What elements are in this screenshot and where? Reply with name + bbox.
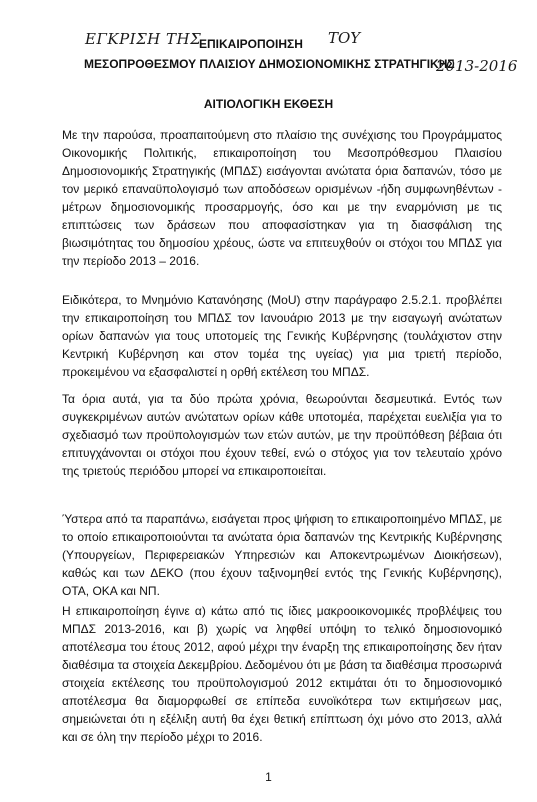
handwritten-note-left: ΕΓΚΡΙΣΗ ΤΗΣ: [85, 30, 202, 48]
paragraph-1: Με την παρούσα, προαπαιτούμενη στο πλαίσιο της συνέχισης του Προγράμματος Οικονομικής Πολιτικής, επικαιροποίηση του Μεσοπρόθεσμου Πλαισίου Δημοσιονομικής Στρατηγικής (ΜΠΔΣ) εισάγονται ανώτατα όρια δαπανών, τόσο με τον μερικό επαναϋπολογισμό των αποδόσεων ορισμένων -ήδη συμφωνηθέντων - μέτρων δημοσιονομικής προσαρμογής, όσο και με την εναρμόνιση με τις επιπτώσεις των δράσεων που αποφασίστηκαν για τη διασφάλιση της βιωσιμότητας του δημοσίου χρέους, ώστε να επιτευχθούν οι στόχοι του ΜΠΔΣ για την περίοδο 2013 – 2016.: [62, 128, 502, 268]
paragraph-2: Ειδικότερα, το Μνημόνιο Κατανόησης (MoU) στην παράγραφο 2.5.2.1. προβλέπει την επικαιροποίηση του ΜΠΔΣ τον Ιανουάριο 2013 με την εισαγωγή ανώτατων ορίων δαπανών για τους υποτομείς της Γενικής Κυβέρνησης (τουλάχιστον στην Κεντρική Κυβέρνηση και στον τομέα της υγείας) για μια τριετή περίοδο, προκειμένου να εξασφαλιστεί η ορθή εκτέλεση του ΜΠΔΣ.: [62, 293, 502, 379]
title-line-2: ΜΕΣΟΠΡΟΘΕΣΜΟΥ ΠΛΑΙΣΙΟΥ ΔΗΜΟΣΙΟΝΟΜΙΚΗΣ ΣΤΡΑΤΗΓΙΚΗΣ: [84, 57, 455, 71]
document-subtitle: ΑΙΤΙΟΛΟΓΙΚΗ ΕΚΘΕΣΗ: [203, 97, 334, 111]
handwritten-note-right: ΤΟΥ: [328, 29, 361, 47]
page-number: 1: [265, 770, 272, 784]
paragraph-4: Ύστερα από τα παραπάνω, εισάγεται προς ψήφιση το επικαιροποιημένο ΜΠΔΣ, με το οποίο επικαιροποιούνται τα ανώτατα όρια δαπανών της Κεντρικής Κυβέρνησης (Υπουργείων, Περιφερειακών Υπηρεσιών και Αποκεντρωμένων Διοικήσεων), καθώς και των ΔΕΚΟ (που έχουν ταξινομηθεί εντός της Γενικής Κυβέρνησης), ΟΤΑ, ΟΚΑ και ΝΠ.: [62, 512, 503, 598]
title-line-1: ΕΠΙΚΑΙΡΟΠΟΙΗΣΗ: [199, 37, 303, 51]
paragraph-3: Τα όρια αυτά, για τα δύο πρώτα χρόνια, θεωρούνται δεσμευτικά. Εντός των συγκεκριμένων αυτών ανώτατων ορίων κάθε υποτομέα, παρέχεται ευελιξία για το σχεδιασμό των προϋπολογισμών των ετών αυτών, με την προϋπόθεση βέβαια ότι επιτυγχάνονται οι στόχοι που έχουν τεθεί, ενώ ο στόχος για τον τελευταίο χρόνο της τριετούς περιόδου μπορεί να επικαιροποιείται.: [62, 392, 502, 478]
handwritten-years: 2013-2016: [436, 57, 518, 75]
paragraph-5: Η επικαιροποίηση έγινε α) κάτω από τις ίδιες μακροοικονομικές προβλέψεις του ΜΠΔΣ 2013-2016, και β) χωρίς να ληφθεί υπόψη το τελικό δημοσιονομικό αποτέλεσμα του έτους 2012, αφού μέχρι την έναρξη της επικαιροποίησης δεν ήταν διαθέσιμα τα στοιχεία Δεκεμβρίου. Δεδομένου ότι με βάση τα διαθέσιμα προσωρινά στοιχεία εκτέλεσης του προϋπολογισμού 2012 εκτιμάται ότι το δημοσιονομικό αποτέλεσμα θα διαμορφωθεί σε επίπεδα ευνοϊκότερα των εκτιμήσεων μας, σημειώνεται ότι η εξέλιξη αυτή θα έχει θετική επίπτωση όχι μόνο στο 2013, αλλά και σε όλη την περίοδο μέχρι το 2016.: [62, 604, 502, 744]
